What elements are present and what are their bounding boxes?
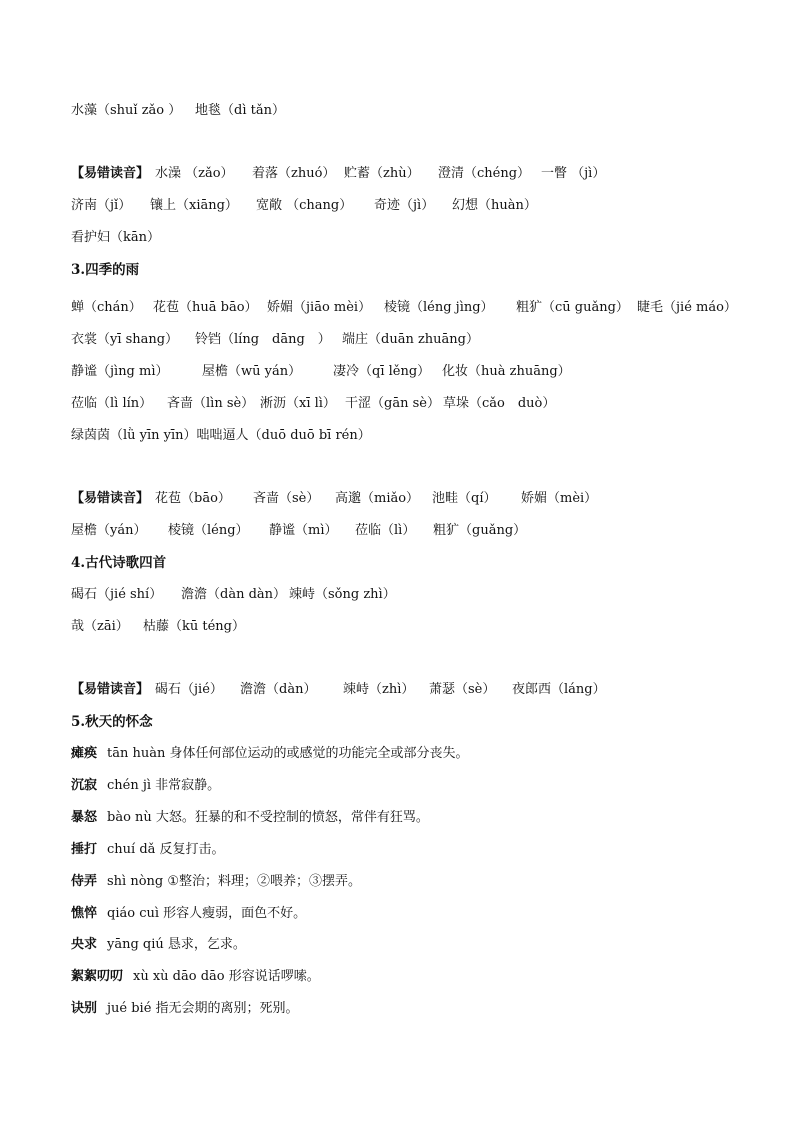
vocab-item: 地毯（dì tǎn） xyxy=(195,103,285,118)
definition-text: chén jì 非常寂静。 xyxy=(107,778,221,793)
definition-term: 絮絮叨叨 xyxy=(71,969,124,984)
vocab-item: 澄清（chéng） xyxy=(438,166,531,181)
vocab-item: 凄冷（qī lěng） xyxy=(333,364,431,379)
definition-term: 沉寂 xyxy=(71,778,98,793)
definition-term: 瘫痪 xyxy=(71,746,98,761)
vocab-item: 澹澹（dàn dàn） xyxy=(181,587,287,602)
vocab-item: 棱镜（léng jìng） xyxy=(384,300,494,315)
section-title: 5.秋天的怀念 xyxy=(71,714,153,730)
vocab-item: 一瞥 （jì） xyxy=(541,166,606,181)
vocab-item: 贮蓄（zhù） xyxy=(344,166,420,181)
vocab-item: 济南（jǐ） xyxy=(71,198,132,213)
vocab-item: 睫毛（jié máo） xyxy=(637,300,737,315)
vocab-item: 屋檐（wū yán） xyxy=(202,364,302,379)
vocab-item: 吝啬（lìn sè） xyxy=(167,396,255,411)
vocab-item: 棱镜（léng） xyxy=(168,523,249,538)
definition-term: 侍弄 xyxy=(71,874,98,889)
vocab-item: 幻想（huàn） xyxy=(452,198,537,213)
vocab-item: 镶上（xiāng） xyxy=(150,198,238,213)
vocab-item: 枯藤（kū téng） xyxy=(143,619,245,634)
vocab-item: 夜郎西（láng） xyxy=(512,682,606,697)
definition-term: 暴怒 xyxy=(71,810,98,825)
vocab-item: 看护妇（kān） xyxy=(71,230,161,245)
vocab-item: 萧瑟（sè） xyxy=(429,682,496,697)
vocab-item: 绿茵茵（lǜ yīn yīn）咄咄逼人（duō duō bī rén） xyxy=(71,428,371,443)
vocab-item: 端庄（duān zhuāng） xyxy=(342,332,479,347)
definition-term: 诀别 xyxy=(71,1001,98,1016)
definition-text: yāng qiú 恳求，乞求。 xyxy=(107,937,246,952)
vocab-item: 娇媚（mèi） xyxy=(521,491,598,506)
vocab-item: 屋檐（yán） xyxy=(71,523,147,538)
vocab-item: 化妆（huà zhuāng） xyxy=(442,364,571,379)
vocab-item: 淅沥（xī lì） xyxy=(260,396,336,411)
vocab-item: 莅临（lì） xyxy=(355,523,416,538)
vocab-item: 碣石（jié） xyxy=(155,682,223,697)
vocab-item: 静谧（mì） xyxy=(269,523,338,538)
vocab-item: 花苞（bāo） xyxy=(155,491,231,506)
vocab-item: 莅临（lì lín） xyxy=(71,396,153,411)
vocab-item: 竦峙（zhì） xyxy=(343,682,415,697)
vocab-item: 竦峙（sǒng zhì） xyxy=(289,587,396,602)
definition-text: qiáo cuì 形容人瘦弱，面色不好。 xyxy=(107,906,307,921)
error-prone-tag: 【易错读音】 xyxy=(71,166,150,181)
definition-term: 憔悴 xyxy=(71,906,98,921)
vocab-item: 吝啬（sè） xyxy=(253,491,320,506)
definition-text: jué bié 指无会期的离别；死别。 xyxy=(107,1001,299,1016)
vocab-item: 水藻（shuǐ zǎo ） xyxy=(71,103,182,118)
vocab-item: 花苞（huā bāo） xyxy=(153,300,258,315)
vocab-item: 哉（zāi） xyxy=(71,619,129,634)
vocab-item: 草垛（cǎo duò） xyxy=(443,396,556,411)
vocab-item: 碣石（jié shí） xyxy=(71,587,163,602)
definition-text: tān huàn 身体任何部位运动的或感觉的功能完全或部分丧失。 xyxy=(107,746,469,761)
vocab-item: 娇媚（jiāo mèi） xyxy=(267,300,372,315)
vocab-item: 池畦（qí） xyxy=(432,491,497,506)
vocab-item: 高邈（miǎo） xyxy=(335,491,420,506)
error-prone-tag: 【易错读音】 xyxy=(71,682,150,697)
vocab-item: 蝉（chán） xyxy=(71,300,142,315)
section-title: 4.古代诗歌四首 xyxy=(71,555,167,571)
vocab-item: 着落（zhuó） xyxy=(252,166,336,181)
vocab-item: 粗犷（cū guǎng） xyxy=(516,300,629,315)
vocab-item: 澹澹（dàn） xyxy=(240,682,317,697)
definition-text: bào nù 大怒。狂暴的和不受控制的愤怒，常伴有狂骂。 xyxy=(107,810,429,825)
definition-term: 央求 xyxy=(71,937,98,952)
error-prone-tag: 【易错读音】 xyxy=(71,491,150,506)
definition-term: 捶打 xyxy=(71,842,98,857)
section-title: 3.四季的雨 xyxy=(71,262,140,278)
vocab-item: 奇迹（jì） xyxy=(374,198,435,213)
vocab-item: 静谧（jìng mì） xyxy=(71,364,169,379)
definition-text: xù xù dāo dāo 形容说话啰嗦。 xyxy=(133,969,320,984)
definition-text: chuí dǎ 反复打击。 xyxy=(107,842,225,857)
vocab-item: 铃铛（líng dāng ） xyxy=(195,332,331,347)
definition-text: shì nòng ①整治；料理；②喂养；③摆弄。 xyxy=(107,874,362,889)
vocab-item: 干涩（gān sè） xyxy=(345,396,440,411)
vocab-item: 衣裳（yī shang） xyxy=(71,332,179,347)
vocab-item: 粗犷（guǎng） xyxy=(433,523,527,538)
vocab-item: 宽敞 （chang） xyxy=(256,198,353,213)
vocab-item: 水澡 （zǎo） xyxy=(155,166,234,181)
